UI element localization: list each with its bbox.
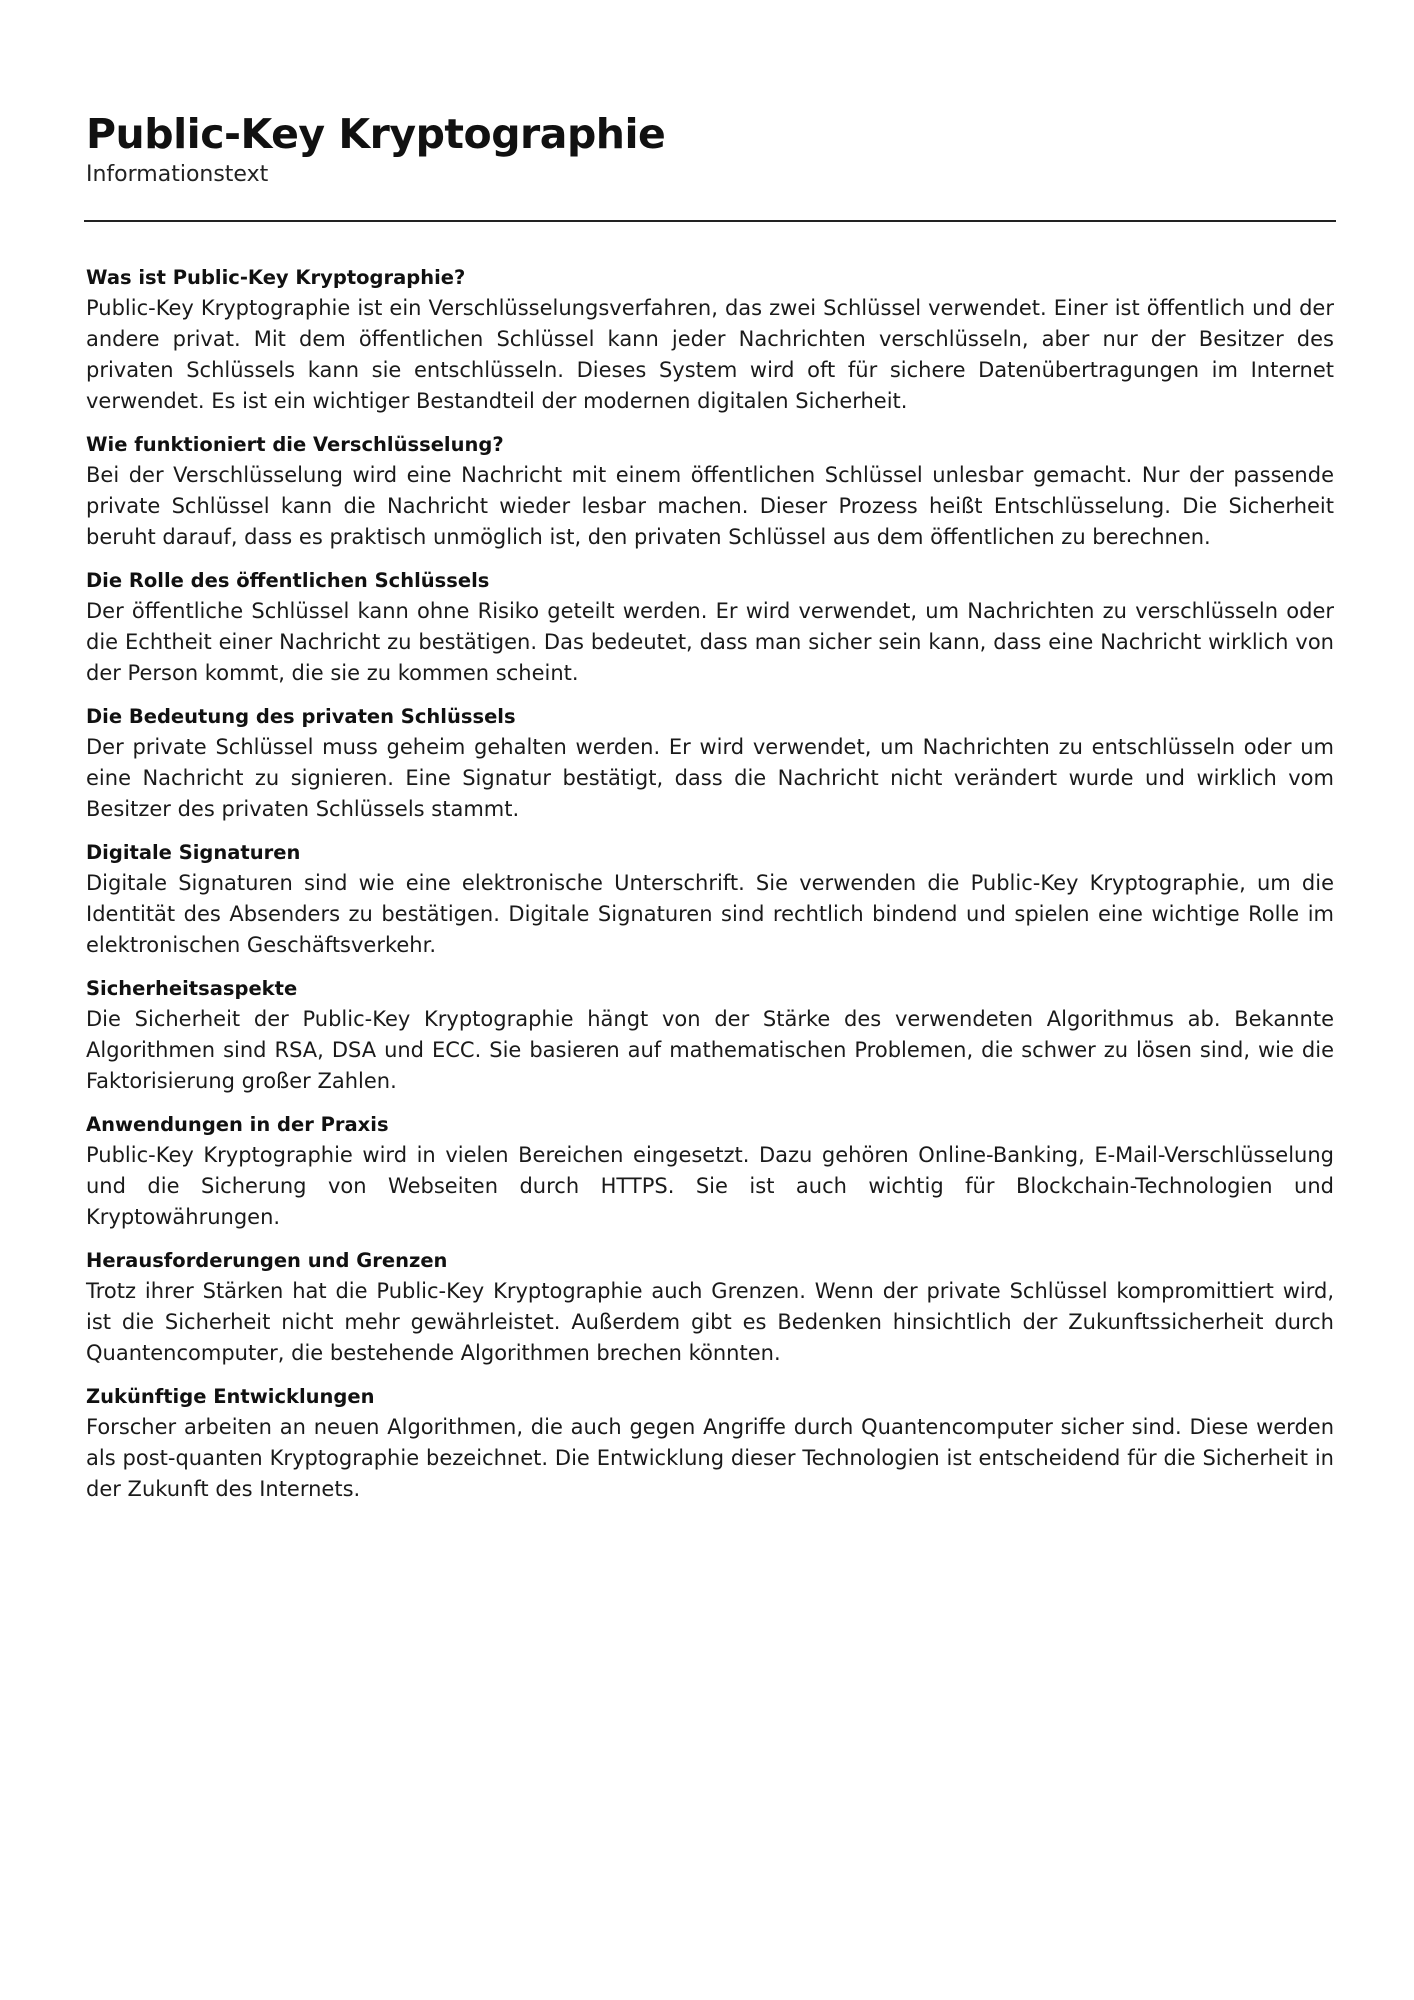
section-heading: Anwendungen in der Praxis <box>86 1113 389 1136</box>
section-text: Digitale Signaturen sind wie eine elektronische Unterschrift. Sie verwenden die Public-Key Kryptographie, um die Identität des Absenders zu bestätigen. Digitale Signaturen sind rechtlich bindend und spielen eine wichtige Rolle im elektronischen Geschäftsverkehr. <box>86 871 1334 957</box>
section-digital-signatures <box>86 837 1334 961</box>
section-text: Public-Key Kryptographie ist ein Verschlüsselungsverfahren, das zwei Schlüssel verwendet. Einer ist öffentlich und der andere privat. Mit dem öffentlichen Schlüssel kann jeder Nachrichten verschlüsseln, aber nur der Besitzer des privaten Schlüssels kann sie entschlüsseln. Dieses System wird oft für sichere Datenübertragungen im Internet verwendet. Es ist ein wichtiger Bestandteil der modernen digitalen Sicherheit. <box>86 296 1334 413</box>
section-text: Der private Schlüssel muss geheim gehalten werden. Er wird verwendet, um Nachrichten zu entschlüsseln oder um eine Nachricht zu signieren. Eine Signatur bestätigt, dass die Nachricht nicht verändert wurde und wirklich vom Besitzer des privaten Schlüssels stammt. <box>86 735 1334 821</box>
section-text: Forscher arbeiten an neuen Algorithmen, die auch gegen Angriffe durch Quantencomputer sicher sind. Diese werden als post-quanten Kryptographie bezeichnet. Die Entwicklung dieser Technologien ist entscheidend für die Sicherheit in der Zukunft des Internets. <box>86 1415 1334 1501</box>
sections-container <box>86 262 1334 1517</box>
section-heading: Digitale Signaturen <box>86 841 301 864</box>
section-security-aspects <box>86 973 1334 1097</box>
title-divider <box>84 220 1336 222</box>
section-how-encryption-works <box>86 429 1334 553</box>
section-heading: Zukünftige Entwicklungen <box>86 1385 375 1408</box>
section-heading: Die Rolle des öffentlichen Schlüssels <box>86 569 490 592</box>
section-public-key-role <box>86 565 1334 689</box>
section-text: Der öffentliche Schlüssel kann ohne Risiko geteilt werden. Er wird verwendet, um Nachrichten zu verschlüsseln oder die Echtheit einer Nachricht zu bestätigen. Das bedeutet, dass man sicher sein kann, dass eine Nachricht wirklich von der Person kommt, die sie zu kommen scheint. <box>86 599 1334 685</box>
section-future-developments <box>86 1381 1334 1505</box>
document-title: Public-Key Kryptographie <box>86 110 666 158</box>
section-heading: Sicherheitsaspekte <box>86 977 298 1000</box>
section-what-is <box>86 262 1334 417</box>
section-private-key-importance <box>86 701 1334 825</box>
section-text: Public-Key Kryptographie wird in vielen Bereichen eingesetzt. Dazu gehören Online-Banking, E-Mail-Verschlüsselung und die Sicherung von Webseiten durch HTTPS. Sie ist auch wichtig für Blockchain-Technologien und Kryptowährungen. <box>86 1143 1334 1229</box>
section-challenges <box>86 1245 1334 1369</box>
document-page <box>86 110 1334 1501</box>
section-text: Trotz ihrer Stärken hat die Public-Key Kryptographie auch Grenzen. Wenn der private Schlüssel kompromittiert wird, ist die Sicherheit nicht mehr gewährleistet. Außerdem gibt es Bedenken hinsichtlich der Zukunftssicherheit durch Quantencomputer, die bestehende Algorithmen brechen könnten. <box>86 1279 1334 1365</box>
section-text: Bei der Verschlüsselung wird eine Nachricht mit einem öffentlichen Schlüssel unlesbar gemacht. Nur der passende private Schlüssel kann die Nachricht wieder lesbar machen. Dieser Prozess heißt Entschlüsselung. Die Sicherheit beruht darauf, dass es praktisch unmöglich ist, den privaten Schlüssel aus dem öffentlichen zu berechnen. <box>86 463 1334 549</box>
document-subtitle: Informationstext <box>86 162 269 187</box>
section-heading: Wie funktioniert die Verschlüsselung? <box>86 433 504 456</box>
section-text: Die Sicherheit der Public-Key Kryptographie hängt von der Stärke des verwendeten Algorithmus ab. Bekannte Algorithmen sind RSA, DSA und ECC. Sie basieren auf mathematischen Problemen, die schwer zu lösen sind, wie die Faktorisierung großer Zahlen. <box>86 1007 1334 1093</box>
section-heading: Herausforderungen und Grenzen <box>86 1249 448 1272</box>
section-applications <box>86 1109 1334 1233</box>
section-heading: Die Bedeutung des privaten Schlüssels <box>86 705 516 728</box>
section-heading: Was ist Public-Key Kryptographie? <box>86 266 466 289</box>
